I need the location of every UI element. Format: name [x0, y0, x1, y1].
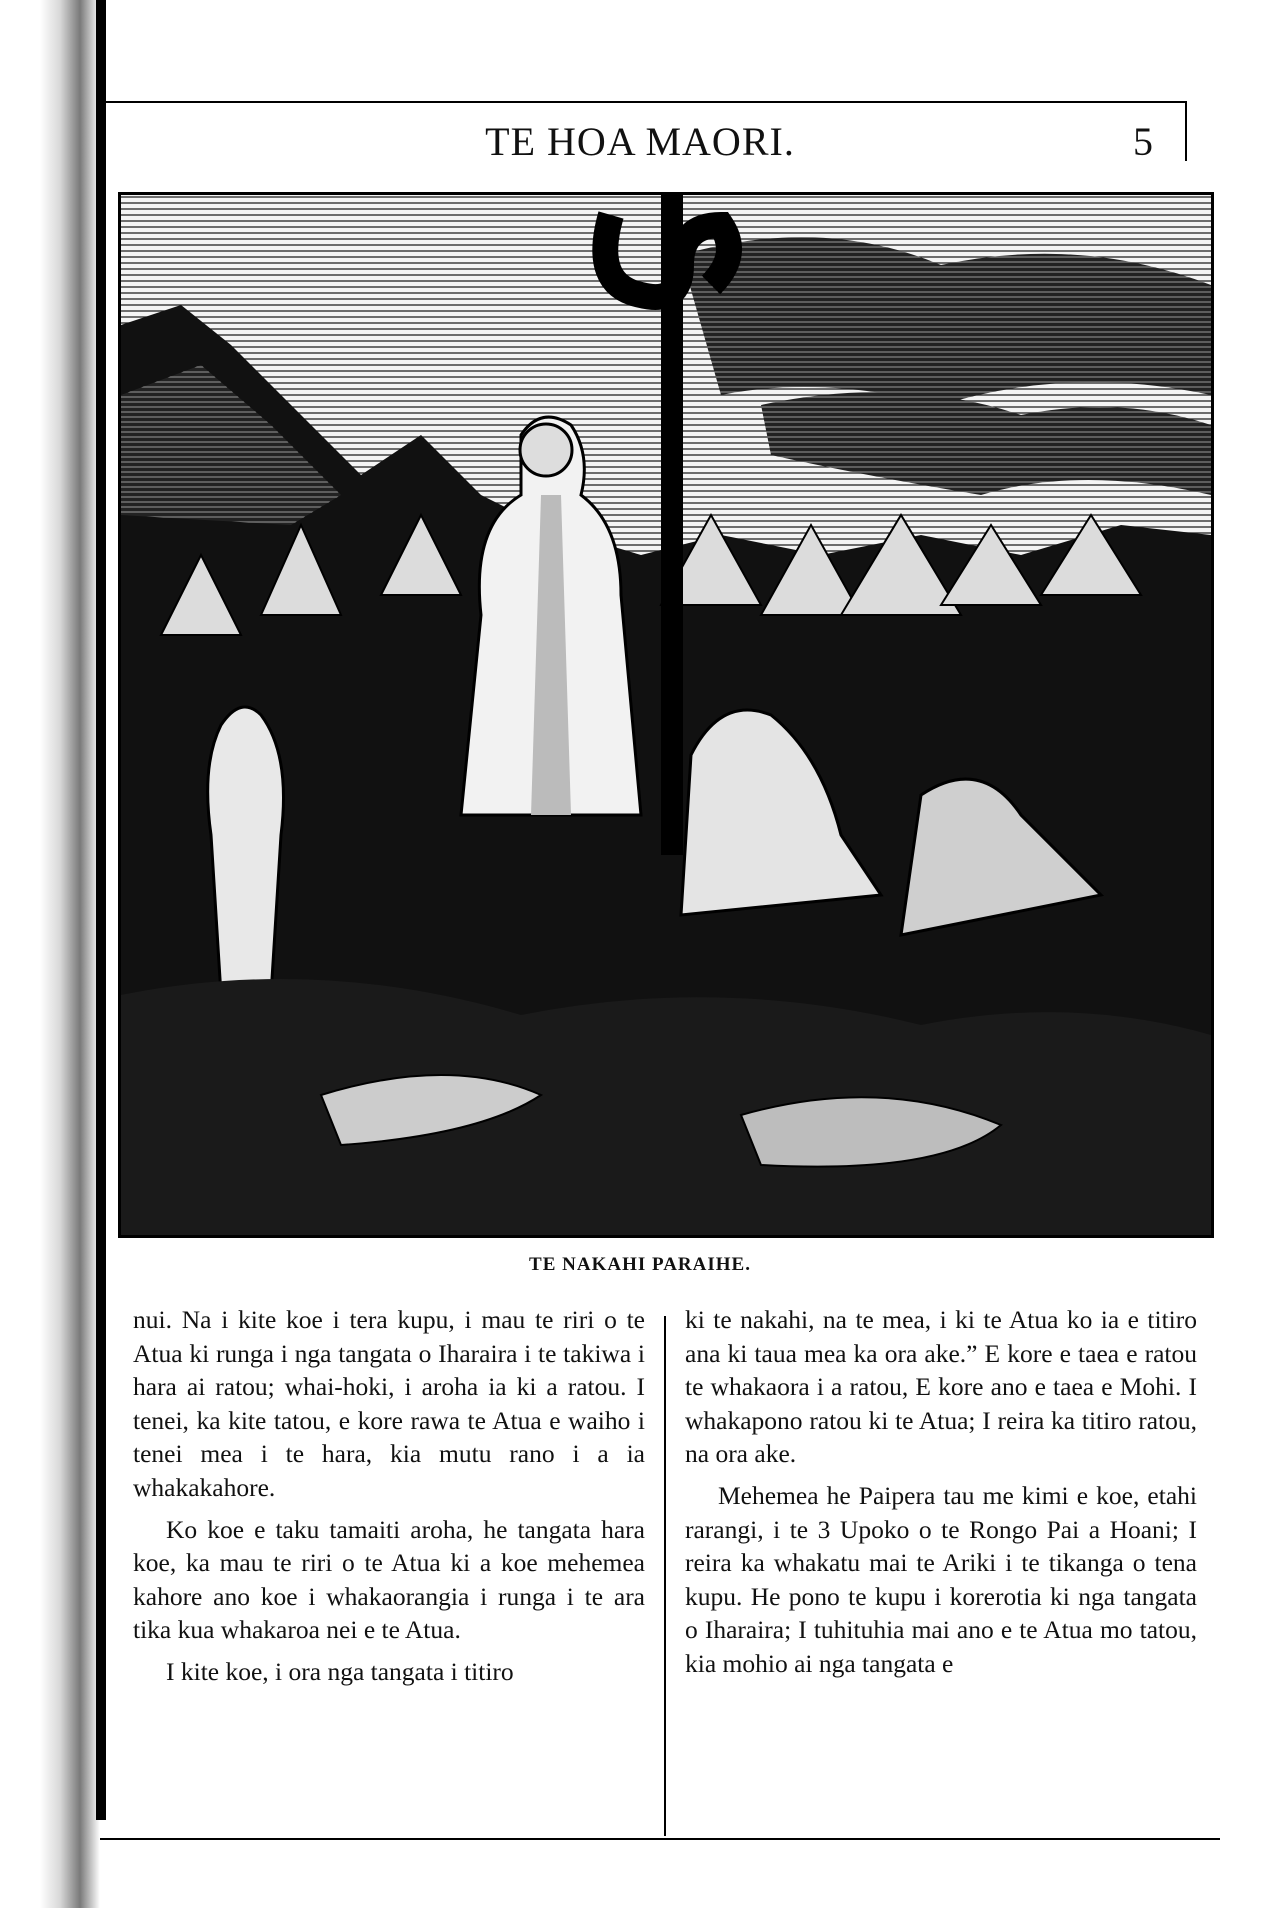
paragraph: I kite koe, i ora nga tangata i titiro [166, 1656, 514, 1686]
left-column [133, 1303, 645, 1697]
page-title: TE HOA MAORI. [485, 119, 795, 164]
binding-gutter [0, 0, 100, 1908]
ground [121, 979, 1211, 1235]
footer-rule [100, 1838, 1220, 1840]
engraving-art [121, 195, 1211, 1235]
header-rule [105, 101, 1185, 103]
paragraph: nui. Na i kite koe i tera kupu, i mau te riri o te Atua ki runga i nga tangata o Iharaira i te takiwa i hara ai ratou; whai-hoki, i aroha ia ki a ratou. I tenei, ka kite tatou, e kore rawa te Atua e waiho i tenei mea i te hara, kia mutu rano i a ia whakakahore. [133, 1305, 645, 1502]
binding-rule [96, 0, 106, 1820]
paragraph: ki te nakahi, na te mea, i ki te Atua ko ia e titiro ana ki taua mea ka ora ake.” E kore e taea e ratou te whakaora i a ratou, E kore ano e taea e Mohi. I whakapono ratou ki te Atua; I reira ka titiro ratou, na ora ake. [685, 1305, 1197, 1469]
engraving-illustration [118, 192, 1214, 1238]
right-column [685, 1303, 1197, 1689]
figure-head [520, 424, 572, 476]
page-number: 5 [1133, 119, 1153, 164]
illustration-caption: TE NAKAHI PARAIHE. [529, 1254, 751, 1275]
column-divider [664, 1316, 666, 1836]
paragraph: Ko koe e taku tamaiti aroha, he tangata hara koe, ka mau te riri o te Atua ki a koe mehemea kahore ano koe i whakaorangia i runga i te ara tika kua whakaroa nei e te Atua. [133, 1514, 645, 1645]
standing-figure [208, 707, 284, 995]
paragraph: Mehemea he Paipera tau me kimi e koe, etahi rarangi, i te 3 Upoko o te Rongo Pai a Hoani; I reira ka whakatu mai te Ariki i te tikanga o tena kupu. He pono te kupu i korerotia ki nga tangata o Iharaira; I tuhituhia mai ano e te Atua mo tatou, kia mohio ai nga tangata e [685, 1480, 1197, 1678]
